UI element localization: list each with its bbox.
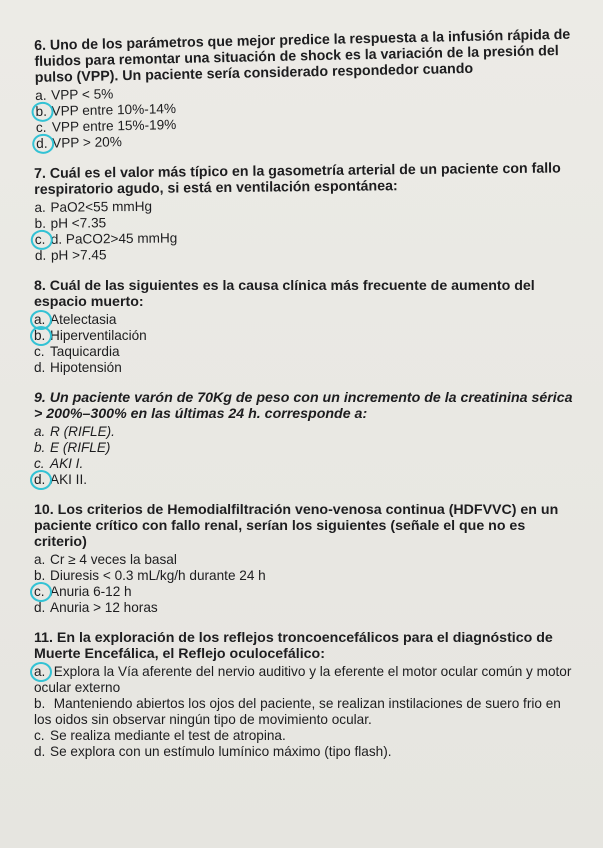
option-letter: d. [34, 247, 47, 263]
option-d[interactable] [34, 472, 575, 488]
question-text: 9. Un paciente varón de 70Kg de peso con un incremento de la creatinina sérica > 200%–300% en las últimas 24 h. corresponde a: [34, 390, 573, 422]
option-text: Anuria > 12 horas [50, 600, 158, 615]
option-c[interactable] [34, 728, 575, 744]
option-b[interactable] [34, 568, 575, 584]
option-text: pH >7.45 [50, 247, 107, 263]
options-list [34, 552, 575, 616]
option-text: Anuria 6-12 h [50, 584, 132, 599]
option-text: VPP entre 10%-14% [51, 101, 177, 119]
options-list [35, 77, 577, 152]
question-text: 11. En la exploración de los reflejos troncoencefálicos para el diagnóstico de Muerte Encefálica, el Reflejo oculocefálico: [34, 630, 553, 662]
option-a[interactable] [34, 312, 575, 328]
option-text: VPP entre 15%-19% [51, 117, 177, 135]
question-11 [34, 630, 575, 760]
option-text: Hipotensión [50, 360, 122, 375]
question-6 [34, 27, 577, 152]
question-7 [34, 160, 576, 264]
option-letter: d. [34, 744, 46, 759]
option-letter: a. [34, 424, 46, 439]
option-letter-circled: a. [34, 664, 50, 680]
question-text: 10. Los criterios de Hemodialfiltración veno-venosa continua (HDFVVC) en un paciente crítico con fallo renal, serían los siguientes (señale el que no es criterio) [34, 502, 559, 550]
question-text: 6. Uno de los parámetros que mejor predice la respuesta a la infusión rápida de fluidos para remontar una situación de shock es la variación de la presión del pulso (VPP). Un paciente sería considerado respondedor cuando [34, 26, 571, 86]
option-letter-circled: b. [35, 104, 51, 120]
options-list [34, 312, 575, 376]
option-text: AKI II. [50, 472, 88, 487]
option-c[interactable] [34, 456, 575, 472]
option-text: AKI I. [50, 456, 84, 471]
options-list [34, 194, 576, 264]
option-b[interactable] [34, 696, 575, 728]
option-text: pH <7.35 [50, 215, 107, 231]
question-9 [34, 390, 575, 488]
option-text: Cr ≥ 4 veces la basal [50, 552, 177, 567]
option-letter: d. [34, 360, 46, 375]
option-letter-circled: d. [36, 136, 52, 152]
option-text: Explora la Vía aferente del nervio auditivo y la eferente el motor ocular común y motor ocular externo [34, 664, 572, 695]
option-letter: c. [34, 728, 45, 743]
option-a[interactable] [34, 664, 575, 696]
question-8 [34, 278, 575, 376]
option-d[interactable] [34, 744, 575, 760]
option-d[interactable] [34, 600, 575, 616]
option-letter-circled: a. [34, 312, 50, 328]
option-letter-circled: c. [34, 584, 50, 600]
option-text: Diuresis < 0.3 mL/kg/h durante 24 h [50, 568, 266, 583]
option-c[interactable] [34, 344, 575, 360]
option-letter: d. [34, 600, 46, 615]
option-text: Hiperventilación [50, 328, 147, 343]
option-letter: c. [35, 119, 47, 135]
question-10 [34, 502, 575, 616]
option-a[interactable] [34, 552, 575, 568]
question-text: 8. Cuál de las siguientes es la causa clínica más frecuente de aumento del espacio muerto: [34, 278, 535, 310]
option-b[interactable] [34, 440, 575, 456]
option-letter: a. [34, 199, 46, 215]
option-letter-circled: c. [35, 232, 51, 248]
option-a[interactable] [34, 424, 575, 440]
option-text: E (RIFLE) [50, 440, 111, 455]
option-letter-circled: d. [34, 472, 50, 488]
option-c[interactable] [34, 584, 575, 600]
option-text: R (RIFLE). [50, 424, 115, 439]
option-letter: b. [34, 696, 46, 711]
option-letter: a. [34, 552, 46, 567]
option-letter-circled: b. [34, 328, 50, 344]
option-letter: b. [34, 568, 46, 583]
option-text: PaO2<55 mmHg [50, 198, 153, 215]
option-text: VPP > 20% [52, 134, 123, 151]
option-text: Se explora con un estímulo lumínico máximo (tipo flash). [50, 744, 392, 759]
option-text: Taquicardia [50, 344, 120, 359]
option-b[interactable] [34, 328, 575, 344]
option-text: VPP < 5% [51, 86, 114, 103]
option-letter: b. [34, 215, 47, 231]
option-letter: c. [34, 344, 45, 359]
option-letter: c. [34, 456, 45, 471]
option-text: Se realiza mediante el test de atropina. [50, 728, 286, 743]
option-text: Atelectasia [50, 312, 117, 327]
option-letter: b. [34, 440, 46, 455]
options-list [34, 664, 575, 760]
options-list [34, 424, 575, 488]
option-d[interactable] [34, 360, 575, 376]
option-letter: a. [35, 87, 47, 103]
option-text: Manteniendo abiertos los ojos del paciente, se realizan instilaciones de suero frio en los oidos sin observar ningún tipo de movimiento ocular. [34, 696, 561, 727]
question-text: 7. Cuál es el valor más típico en la gasometría arterial de un paciente con fallo respiratorio agudo, si está en ventilación espontánea: [34, 160, 561, 198]
option-text: d. PaCO2>45 mmHg [50, 230, 178, 247]
